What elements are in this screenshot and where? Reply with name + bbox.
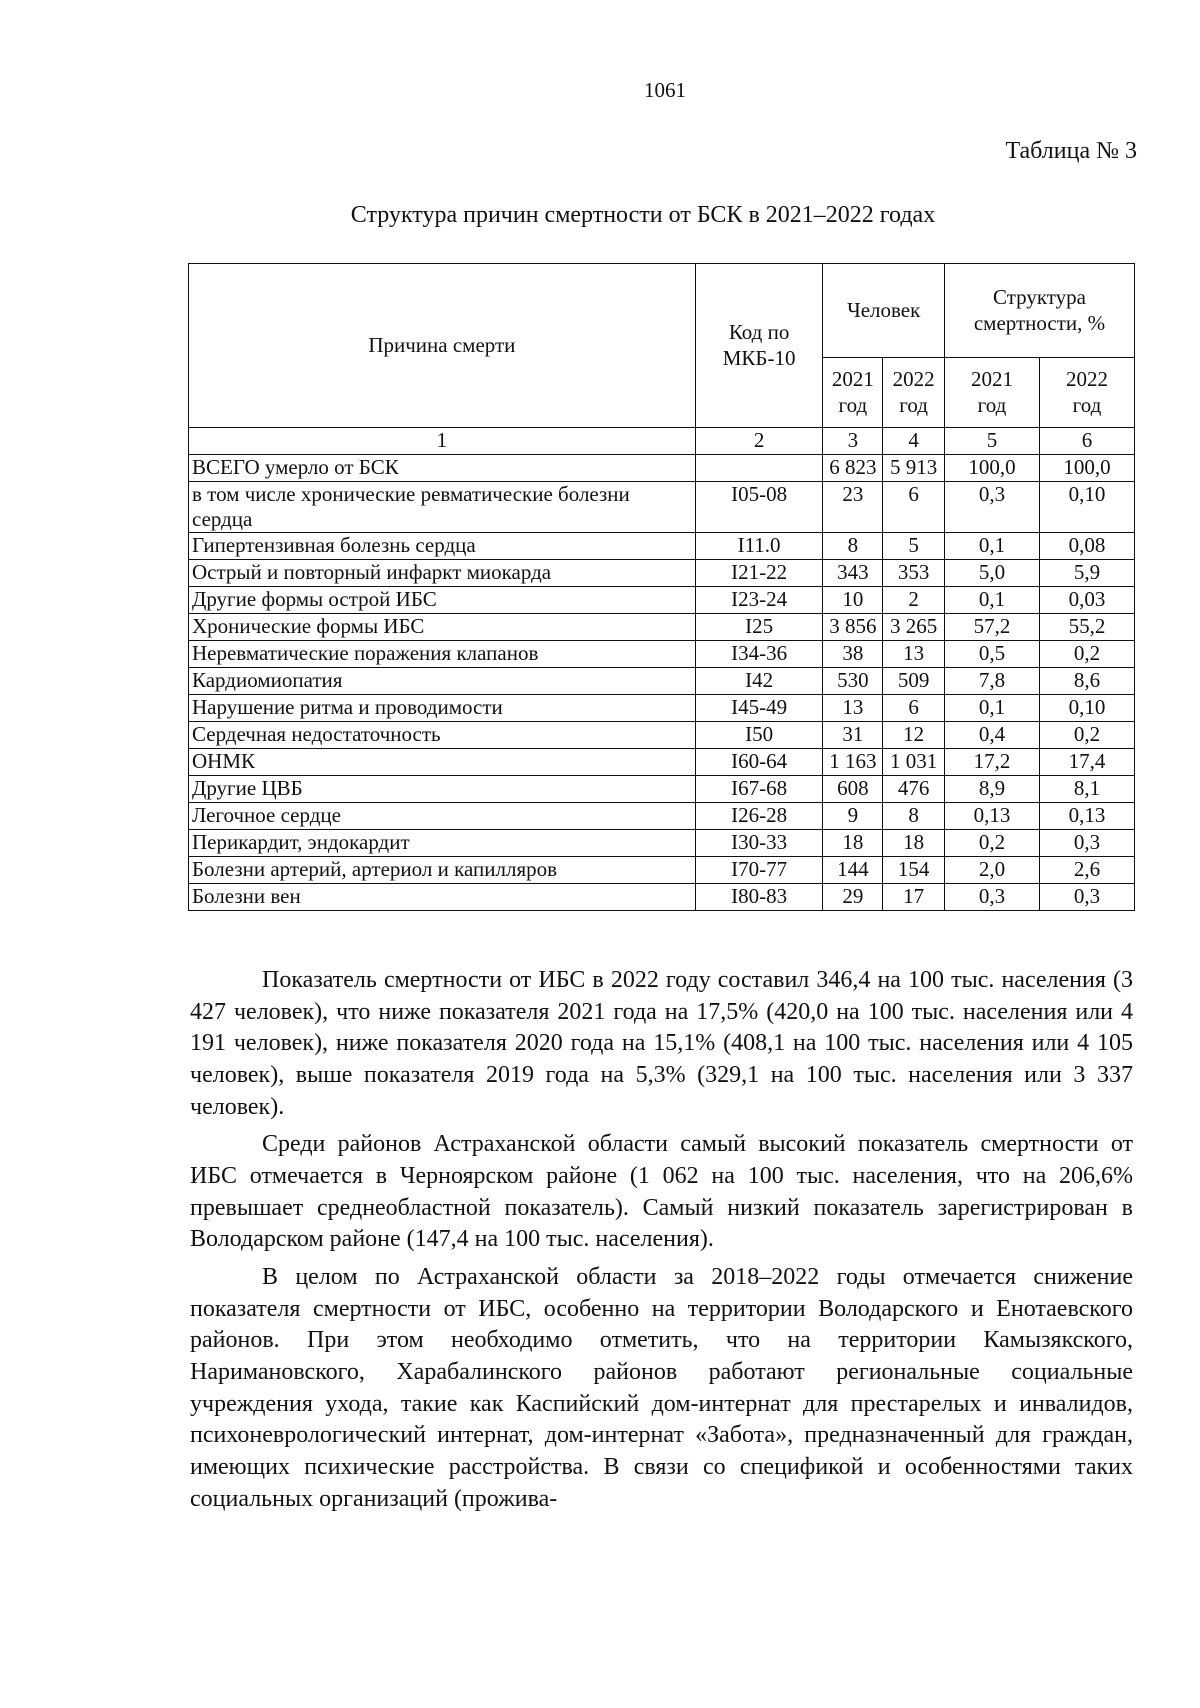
cell-code: I26-28 <box>695 803 823 830</box>
cell-structure-2022: 0,08 <box>1039 533 1134 560</box>
column-number: 6 <box>1039 428 1134 455</box>
cell-structure-2021: 0,1 <box>944 533 1039 560</box>
cell-structure-2022: 0,10 <box>1039 695 1134 722</box>
cell-people-2021: 18 <box>823 830 883 857</box>
cell-code: I05-08 <box>695 482 823 533</box>
cell-code: I80-83 <box>695 884 823 911</box>
cell-structure-2022: 8,6 <box>1039 668 1134 695</box>
table-label: Таблица № 3 <box>1005 138 1137 164</box>
cell-structure-2021: 17,2 <box>944 749 1039 776</box>
cell-code: I25 <box>695 614 823 641</box>
paragraph: Показатель смертности от ИБС в 2022 году составил 346,4 на 100 тыс. населения (3 427 человек), что ниже показателя 2021 года на 17,5% (420,0 на 100 тыс. населения или 4 191 человек), ниже показателя 2020 года на 15,1% (408,1 на 100 тыс. населения или 4 105 человек), выше показателя 2019 года на 5,3% (329,1 на 100 тыс. населения или 3 337 человек). <box>190 967 1133 1120</box>
cell-cause: ОНМК <box>189 749 696 776</box>
cell-code: I50 <box>695 722 823 749</box>
cell-people-2021: 38 <box>823 641 883 668</box>
cell-people-2021: 8 <box>823 533 883 560</box>
cell-people-2022: 5 <box>883 533 945 560</box>
cell-people-2022: 18 <box>883 830 945 857</box>
cell-people-2022: 12 <box>883 722 945 749</box>
table-row <box>189 482 1135 533</box>
cell-structure-2022: 55,2 <box>1039 614 1134 641</box>
table-row <box>189 884 1135 911</box>
cell-cause: Легочное сердце <box>189 803 696 830</box>
cell-cause: Хронические формы ИБС <box>189 614 696 641</box>
table-row <box>189 857 1135 884</box>
cell-cause: Другие формы острой ИБС <box>189 587 696 614</box>
header-structure-2022: 2022 год <box>1039 358 1134 428</box>
table-row <box>189 560 1135 587</box>
header-people: Человек <box>823 264 945 358</box>
cell-structure-2022: 0,03 <box>1039 587 1134 614</box>
cell-people-2022: 6 <box>883 482 945 533</box>
cell-structure-2022: 0,2 <box>1039 641 1134 668</box>
cell-code: I21-22 <box>695 560 823 587</box>
cell-people-2022: 154 <box>883 857 945 884</box>
table-row <box>189 668 1135 695</box>
cell-cause: ВСЕГО умерло от БСК <box>189 455 696 482</box>
cell-code: I60-64 <box>695 749 823 776</box>
cell-people-2022: 476 <box>883 776 945 803</box>
table-row <box>189 803 1135 830</box>
cell-people-2022: 2 <box>883 587 945 614</box>
body-text <box>190 965 1133 1521</box>
cell-structure-2021: 0,1 <box>944 587 1039 614</box>
cell-people-2022: 13 <box>883 641 945 668</box>
cell-structure-2022: 0,10 <box>1039 482 1134 533</box>
paragraph: Среди районов Астраханской области самый высокий показатель смертности от ИБС отмечается в Черноярском районе (1 062 на 100 тыс. населения, что на 206,6% превышает среднеобластной показатель). Самый низкий показатель зарегистрирован в Володарском районе (147,4 на 100 тыс. населения). <box>190 1131 1133 1253</box>
cell-people-2021: 3 856 <box>823 614 883 641</box>
page-number: 1061 <box>644 78 686 102</box>
cell-people-2021: 10 <box>823 587 883 614</box>
header-structure: Структура смертности, % <box>944 264 1134 358</box>
header-structure-2021: 2021 год <box>944 358 1039 428</box>
cell-cause: Сердечная недостаточность <box>189 722 696 749</box>
cell-people-2022: 3 265 <box>883 614 945 641</box>
table-row <box>189 695 1135 722</box>
cell-structure-2022: 0,2 <box>1039 722 1134 749</box>
cell-structure-2021: 0,5 <box>944 641 1039 668</box>
cell-structure-2021: 0,1 <box>944 695 1039 722</box>
cell-structure-2022: 0,3 <box>1039 884 1134 911</box>
cell-structure-2022: 0,13 <box>1039 803 1134 830</box>
cell-people-2021: 608 <box>823 776 883 803</box>
cell-code: I45-49 <box>695 695 823 722</box>
cell-cause: Гипертензивная болезнь сердца <box>189 533 696 560</box>
table-row <box>189 722 1135 749</box>
cell-people-2022: 509 <box>883 668 945 695</box>
cell-cause: Болезни вен <box>189 884 696 911</box>
cell-people-2022: 8 <box>883 803 945 830</box>
cell-structure-2021: 0,3 <box>944 482 1039 533</box>
paragraph: В целом по Астраханской области за 2018–2022 годы отмечается снижение показателя смертности от ИБС, особенно на территории Володарского и Енотаевского районов. При этом необходимо отметить, что на территории Камызякского, Наримановского, Харабалинского районов работают региональные социальные учреждения ухода, такие как Каспийский дом-интернат для престарелых и инвалидов, психоневрологический интернат, дом-интернат «Забота», предназначенный для граждан, имеющих психические расстройства. В связи со спецификой и особенностями таких социальных организаций (прожива- <box>190 1264 1133 1512</box>
cell-code: I70-77 <box>695 857 823 884</box>
table-body <box>189 455 1135 911</box>
cell-structure-2022: 100,0 <box>1039 455 1134 482</box>
column-number: 1 <box>189 428 696 455</box>
cell-people-2021: 23 <box>823 482 883 533</box>
cell-structure-2021: 2,0 <box>944 857 1039 884</box>
cell-structure-2022: 0,3 <box>1039 830 1134 857</box>
table-title: Структура причин смертности от БСК в 2021–2022 годах <box>350 202 936 228</box>
cell-code: I30-33 <box>695 830 823 857</box>
cell-cause: Другие ЦВБ <box>189 776 696 803</box>
header-people-2022: 2022 год <box>883 358 945 428</box>
cell-cause: Кардиомиопатия <box>189 668 696 695</box>
cell-structure-2022: 8,1 <box>1039 776 1134 803</box>
cell-people-2022: 353 <box>883 560 945 587</box>
cell-structure-2021: 5,0 <box>944 560 1039 587</box>
column-number: 5 <box>944 428 1039 455</box>
cell-people-2021: 31 <box>823 722 883 749</box>
column-number: 4 <box>883 428 945 455</box>
header-code: Код по МКБ-10 <box>695 264 823 428</box>
cell-structure-2021: 57,2 <box>944 614 1039 641</box>
table-row <box>189 776 1135 803</box>
cell-structure-2021: 7,8 <box>944 668 1039 695</box>
cell-people-2021: 29 <box>823 884 883 911</box>
cell-people-2022: 1 031 <box>883 749 945 776</box>
cell-structure-2021: 0,2 <box>944 830 1039 857</box>
cell-people-2022: 5 913 <box>883 455 945 482</box>
table-row <box>189 830 1135 857</box>
cell-cause: Перикардит, эндокардит <box>189 830 696 857</box>
table-row <box>189 455 1135 482</box>
cell-code: I23-24 <box>695 587 823 614</box>
cell-people-2021: 9 <box>823 803 883 830</box>
table-row <box>189 614 1135 641</box>
cell-structure-2021: 0,4 <box>944 722 1039 749</box>
table-row <box>189 641 1135 668</box>
table-row <box>189 587 1135 614</box>
cell-code: I34-36 <box>695 641 823 668</box>
column-number: 3 <box>823 428 883 455</box>
cell-people-2021: 144 <box>823 857 883 884</box>
cell-structure-2022: 2,6 <box>1039 857 1134 884</box>
column-number: 2 <box>695 428 823 455</box>
mortality-structure-table <box>188 263 1135 911</box>
cell-code: I11.0 <box>695 533 823 560</box>
cell-structure-2021: 0,3 <box>944 884 1039 911</box>
cell-people-2022: 17 <box>883 884 945 911</box>
cell-structure-2022: 5,9 <box>1039 560 1134 587</box>
cell-cause: Болезни артерий, артериол и капилляров <box>189 857 696 884</box>
cell-cause: Неревматические поражения клапанов <box>189 641 696 668</box>
cell-cause: Острый и повторный инфаркт миокарда <box>189 560 696 587</box>
cell-code: I67-68 <box>695 776 823 803</box>
cell-code: I42 <box>695 668 823 695</box>
cell-code <box>695 455 823 482</box>
cell-structure-2021: 0,13 <box>944 803 1039 830</box>
cell-people-2021: 343 <box>823 560 883 587</box>
header-cause: Причина смерти <box>189 264 696 428</box>
cell-cause: Нарушение ритма и проводимости <box>189 695 696 722</box>
table-row <box>189 749 1135 776</box>
cell-structure-2022: 17,4 <box>1039 749 1134 776</box>
table-row <box>189 533 1135 560</box>
cell-people-2021: 6 823 <box>823 455 883 482</box>
cell-people-2021: 530 <box>823 668 883 695</box>
header-people-2021: 2021 год <box>823 358 883 428</box>
cell-people-2022: 6 <box>883 695 945 722</box>
cell-people-2021: 1 163 <box>823 749 883 776</box>
cell-people-2021: 13 <box>823 695 883 722</box>
cell-structure-2021: 100,0 <box>944 455 1039 482</box>
cell-structure-2021: 8,9 <box>944 776 1039 803</box>
cell-cause: в том числе хронические ревматические болезни сердца <box>189 482 696 533</box>
